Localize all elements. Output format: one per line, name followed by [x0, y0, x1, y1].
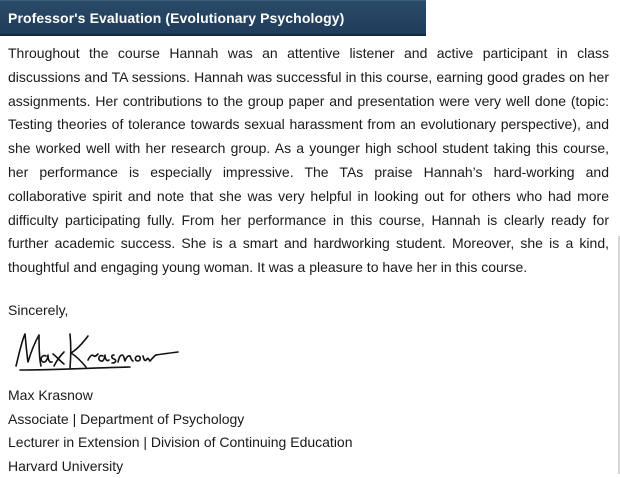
letter-closing: Sincerely,: [8, 302, 69, 318]
signatory-name: Max Krasnow: [8, 387, 93, 403]
signatory-title-associate: Associate | Department of Psychology: [8, 410, 245, 427]
signature-block: [8, 384, 353, 478]
section-title: Professor's Evaluation (Evolutionary Psychology): [8, 10, 345, 26]
section-header-bar: [0, 0, 426, 36]
signatory-institution: Harvard University: [8, 457, 124, 474]
handwritten-signature: [10, 326, 182, 376]
evaluation-paragraph: Throughout the course Hannah was an attentive listener and active participant in class discussions and TA sessions. Hannah was successful in this course, earning good grades on her assignments. Her contributions to the group paper and presentation were very well done (topic: Testing theories of tolerance towards sexual harassment from an evolutionary perspective), and she worked well with her research group. As a younger high school student taking this course, her performance is especially impressive. The TAs praise Hannah’s hard-working and collaborative spirit and note that she was very helpful in looking out for others who had more difficulty participating fully. From her performance in this course, Hannah is clearly ready for further academic success. She is a smart and hardworking student. Moreover, she is a kind, thoughtful and engaging young woman. It was a pleasure to have her in this course.: [8, 45, 609, 276]
signatory-title-lecturer: Lecturer in Extension | Division of Continuing Education: [8, 434, 353, 451]
